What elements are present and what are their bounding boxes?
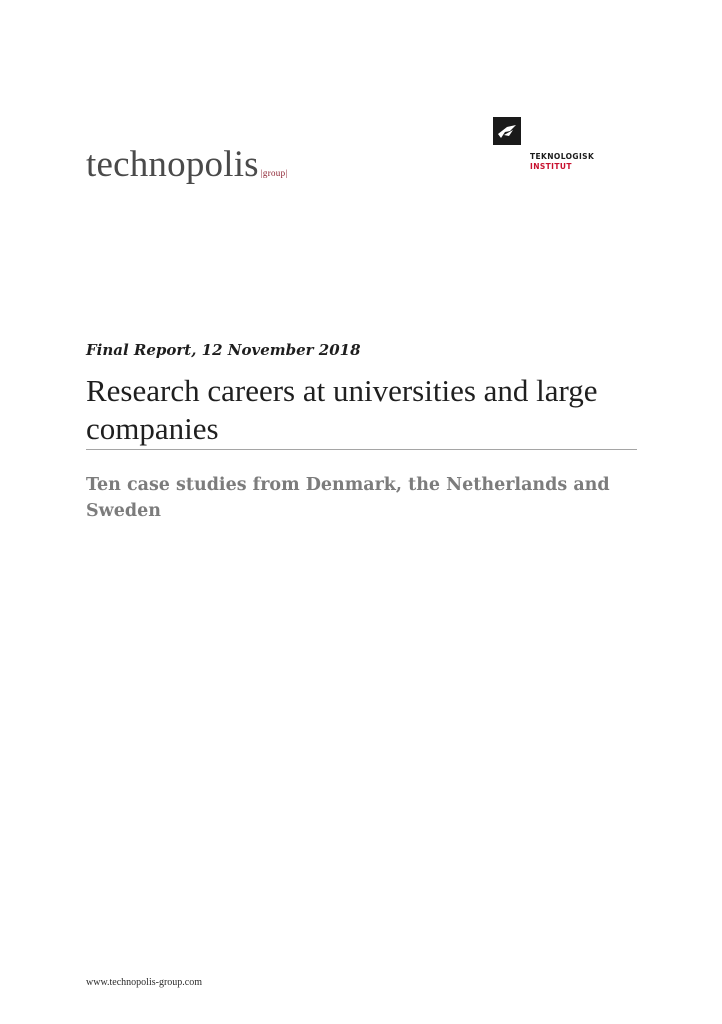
teknologisk-institut-line1: TEKNOLOGISK <box>530 152 595 161</box>
footer-website-link[interactable]: www.technopolis-group.com <box>86 977 202 988</box>
teknologisk-institut-mark-icon <box>493 117 521 145</box>
technopolis-logo-group: |group| <box>260 168 288 178</box>
report-subtitle: Ten case studies from Denmark, the Netherlands and Sweden <box>86 475 610 521</box>
teknologisk-institut-line2: INSTITUT <box>530 162 572 171</box>
teknologisk-institut-logo <box>493 117 613 177</box>
title-divider <box>86 449 637 450</box>
report-date: Final Report, 12 November 2018 <box>86 341 361 359</box>
technopolis-logo <box>86 143 288 186</box>
technopolis-logo-word: technopolis <box>86 144 259 185</box>
report-title: Research careers at universities and large companies <box>86 373 598 446</box>
